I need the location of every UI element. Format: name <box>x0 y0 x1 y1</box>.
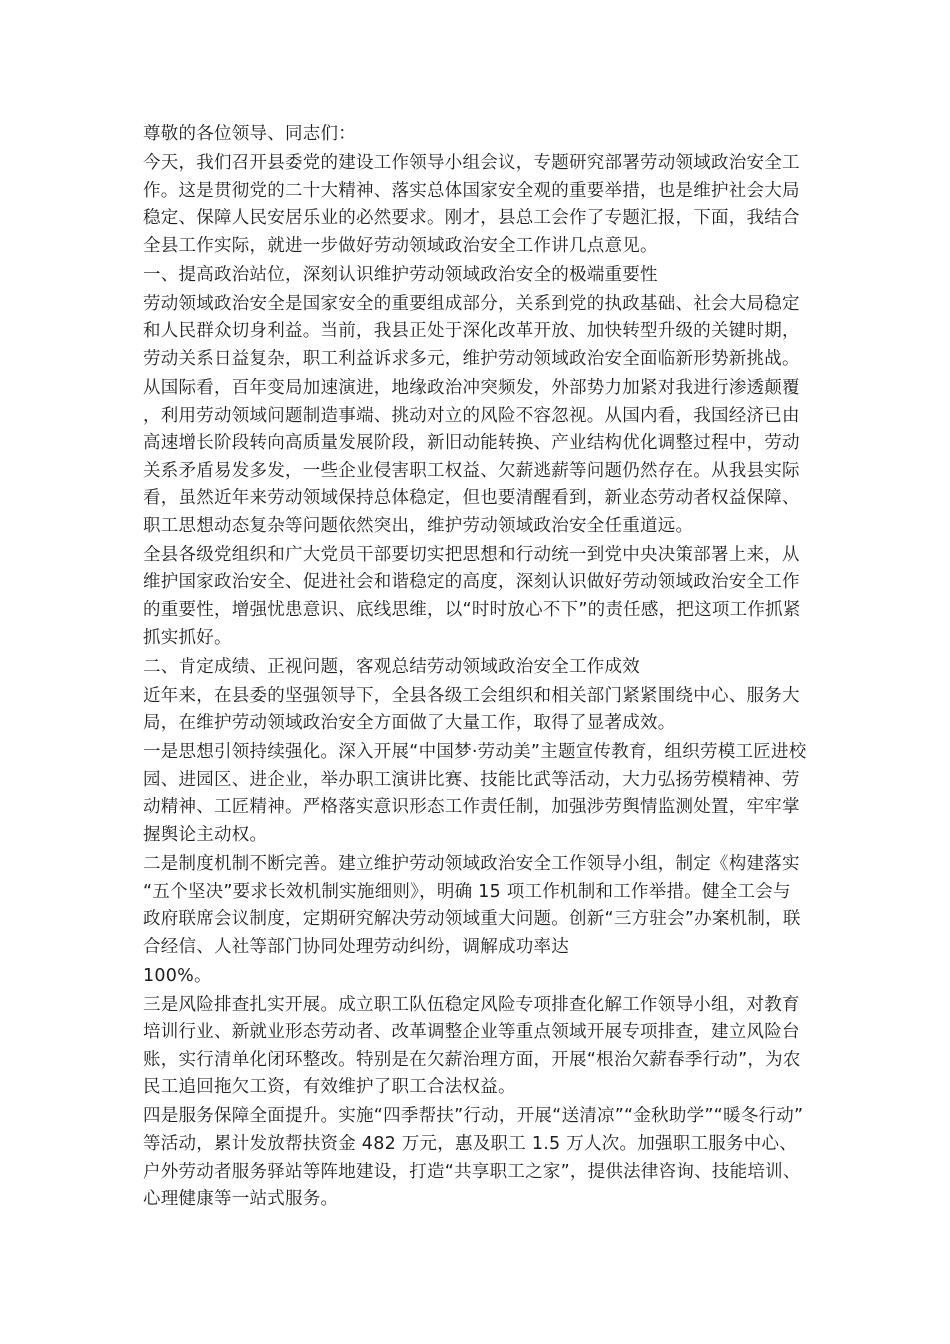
section-heading-1: 一、提高政治站位，深刻认识维护劳动领域政治安全的极端重要性 <box>143 264 658 285</box>
section-heading-2: 二、肯定成绩、正视问题，客观总结劳动领域政治安全工作成效 <box>143 656 640 677</box>
paragraph: 四是服务保障全面提升。实施“四季帮扶”行动，开展“送清凉”“金秋助学”“暖冬行动”等活动，累计发放帮扶资金 482 万元，惠及职工 1.5 万人次。加强职工服务中心、户外劳动者服务驿站等阵地建设，打造“共享职工之家”，提供法律咨询、技能培训、心理健康等一站式服务。 <box>143 1106 804 1210</box>
salutation: 尊敬的各位领导、同志们： <box>143 124 356 144</box>
paragraph-intro: 今天，我们召开县委党的建设工作领导小组会议，专题研究部署劳动领域政治安全工作。这是贯彻党的二十大精神、落实总体国家安全观的重要举措，也是维护社会大局稳定、保障人民安居乐业的必然要求。刚才，县总工会作了专题汇报，下面，我结合全县工作实际，就进一步做好劳动领域政治安全工作讲几点意见。 <box>143 152 800 256</box>
paragraph: 一是思想引领持续强化。深入开展“中国梦·劳动美”主题宣传教育，组织劳模工匠进校园、进园区、进企业，举办职工演讲比赛、技能比武等活动，大力弘扬劳模精神、劳动精神、工匠精神。严格落实意识形态工作责任制，加强涉劳舆情监测处置，牢牢掌握舆论主动权。 <box>143 742 807 845</box>
paragraph: 近年来，在县委的坚强领导下，全县各级工会组织和相关部门紧紧围绕中心、服务大局，在维护劳动领域政治安全方面做了大量工作，取得了显著成效。 <box>143 685 800 734</box>
paragraph: 从国际看，百年变局加速演进，地缘政治冲突频发，外部势力加紧对我进行渗透颠覆，利用劳动领域问题制造事端、挑动对立的风险不容忽视。从国内看，我国经济已由高速增长阶段转向高质量发展阶段，新旧动能转换、产业结构优化调整过程中，劳动关系矛盾易发多发，一些企业侵害职工权益、欠薪逃薪等问题仍然存在。从我县实际看，虽然近年来劳动领域保持总体稳定，但也要清醒看到，新业态劳动者权益保障、职工思想动态复杂等问题依然突出，维护劳动领域政治安全任重道远。 <box>143 377 800 536</box>
paragraph: 劳动领域政治安全是国家安全的重要组成部分，关系到党的执政基础、社会大局稳定和人民群众切身利益。当前，我县正处于深化改革开放、加快转型升级的关键时期，劳动关系日益复杂，职工利益诉求多元，维护劳动领域政治安全面临新形势新挑战。 <box>143 293 800 369</box>
paragraph: 三是风险排查扎实开展。成立职工队伍稳定风险专项排查化解工作领导小组，对教育培训行业、新就业形态劳动者、改革调整企业等重点领域开展专项排查，建立风险台账，实行清单化闭环整改。特别是在欠薪治理方面，开展“根治欠薪春季行动”，为农民工追回拖欠工资，有效维护了职工合法权益。 <box>143 994 801 1098</box>
paragraph: 全县各级党组织和广大党员干部要切实把思想和行动统一到党中央决策部署上来，从维护国家政治安全、促进社会和谐稳定的高度，深刻认识做好劳动领域政治安全工作的重要性，增强忧患意识、底线思维，以“时时放心不下”的责任感，把这项工作抓紧抓实抓好。 <box>143 544 801 648</box>
document-body <box>143 121 808 1215</box>
paragraph: 二是制度机制不断完善。建立维护劳动领域政治安全工作领导小组，制定《构建落实“五个坚决”要求长效机制实施细则》，明确 15 项工作机制和工作举措。健全工会与政府联席会议制度，定期研究解决劳动领域重大问题。创新“三方驻会”办案机制，联合经信、人社等部门协同处理劳动纠纷，调解成功率达 <box>143 853 801 957</box>
paragraph: 100%。 <box>143 965 212 986</box>
